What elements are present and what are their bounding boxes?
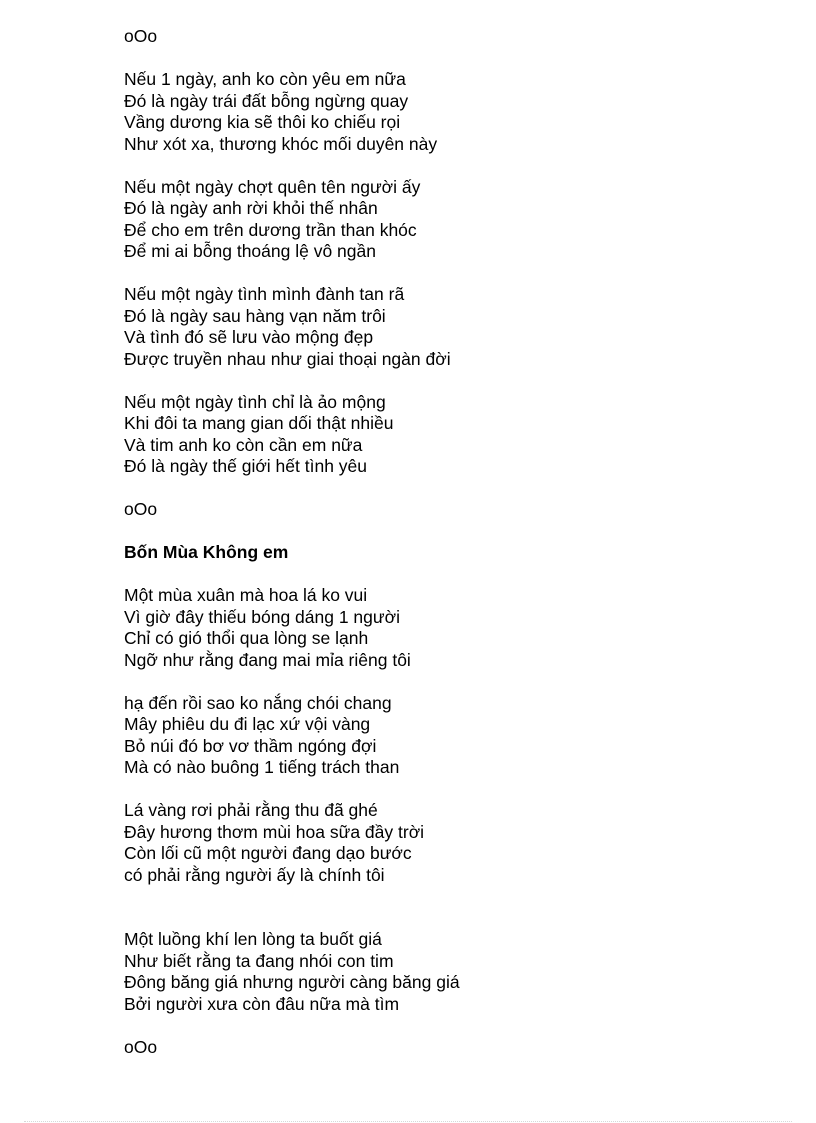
poem1-stanza-3 — [124, 284, 764, 370]
poem-line: Vì giờ đây thiếu bóng dáng 1 người — [124, 606, 400, 627]
poem2-stanza-2 — [124, 693, 764, 779]
poem-line: Đó là ngày anh rời khỏi thế nhân — [124, 198, 378, 218]
separator-middle: oOo — [124, 499, 158, 519]
blank-line — [124, 671, 764, 693]
poem2-stanza-3 — [124, 800, 764, 886]
poem-line: Còn lối cũ một người đang dạo bước — [124, 843, 412, 863]
poem-line: Như xót xa, thương khóc mối duyên này — [124, 133, 438, 154]
poem-line: Nếu 1 ngày, anh ko còn yêu em nữa — [124, 69, 406, 89]
poem1-stanza-4 — [124, 392, 764, 478]
poem1-stanza-1 — [124, 69, 764, 155]
page-edge-rule — [24, 1121, 792, 1122]
separator-top: oOo — [124, 26, 158, 46]
poem-line: Nếu một ngày tình chỉ là ảo mộng — [124, 391, 386, 412]
poem-line: Đó là ngày thế giới hết tình yêu — [124, 456, 368, 476]
poem-line: Và tình đó sẽ lưu vào mộng đẹp — [124, 327, 374, 347]
poem-line: Một mùa xuân mà hoa lá ko vui — [124, 585, 368, 605]
poem-line: Ngỡ như rằng đang mai mỉa riêng tôi — [124, 649, 411, 670]
poem-line: Mà có nào buông 1 tiếng trách than — [124, 757, 400, 777]
poem-line: có phải rằng người ấy là chính tôi — [124, 864, 385, 885]
blank-line — [124, 1015, 764, 1037]
poem-line: Nếu một ngày chợt quên tên người ấy — [124, 176, 421, 197]
poem-line: Bỏ núi đó bơ vơ thầm ngóng đợi — [124, 735, 377, 756]
blank-line — [124, 564, 764, 586]
poem-line: Đông băng giá nhưng người càng băng giá — [124, 972, 460, 992]
blank-line — [124, 155, 764, 177]
poem-line: Được truyền nhau như giai thoại ngàn đời — [124, 348, 451, 369]
poem1-stanza-2 — [124, 177, 764, 263]
poem-line: Khi đôi ta mang gian dối thật nhiều — [124, 413, 394, 433]
poem-line: Một luồng khí len lòng ta buốt giá — [124, 929, 382, 949]
poem-line: Lá vàng rơi phải rằng thu đã ghé — [124, 800, 378, 820]
poem2-stanza-4 — [124, 929, 764, 1015]
document-page — [124, 26, 764, 1058]
poem-line: Nếu một ngày tình mình đành tan rã — [124, 284, 405, 304]
poem-line: Chỉ có gió thổi qua lòng se lạnh — [124, 628, 369, 648]
blank-line — [124, 263, 764, 285]
blank-lines — [124, 886, 764, 929]
poem-line: Để cho em trên dương trần than khóc — [124, 219, 417, 240]
separator-bottom: oOo — [124, 1036, 158, 1057]
poem-line: Như biết rằng ta đang nhói con tim — [124, 950, 394, 971]
blank-line — [124, 521, 764, 543]
blank-line — [124, 48, 764, 70]
poem-line: Bởi người xưa còn đâu nữa mà tìm — [124, 993, 400, 1014]
poem-line: Và tim anh ko còn cần em nữa — [124, 434, 363, 455]
poem-line: Đây hương thơm mùi hoa sữa đầy trời — [124, 821, 425, 842]
blank-line — [124, 370, 764, 392]
poem-line: Đó là ngày sau hàng vạn năm trôi — [124, 305, 386, 326]
blank-line — [124, 478, 764, 500]
poem-line: hạ đến rồi sao ko nắng chói chang — [124, 692, 392, 713]
poem2-title: Bốn Mùa Không em — [124, 542, 289, 562]
poem-line: Đó là ngày trái đất bỗng ngừng quay — [124, 90, 409, 111]
poem-line: Mây phiêu du đi lạc xứ vội vàng — [124, 714, 371, 734]
poem2-stanza-1 — [124, 585, 764, 671]
blank-line — [124, 779, 764, 801]
poem-line: Để mi ai bỗng thoáng lệ vô ngần — [124, 241, 376, 261]
poem-line: Vầng dương kia sẽ thôi ko chiếu rọi — [124, 112, 401, 132]
